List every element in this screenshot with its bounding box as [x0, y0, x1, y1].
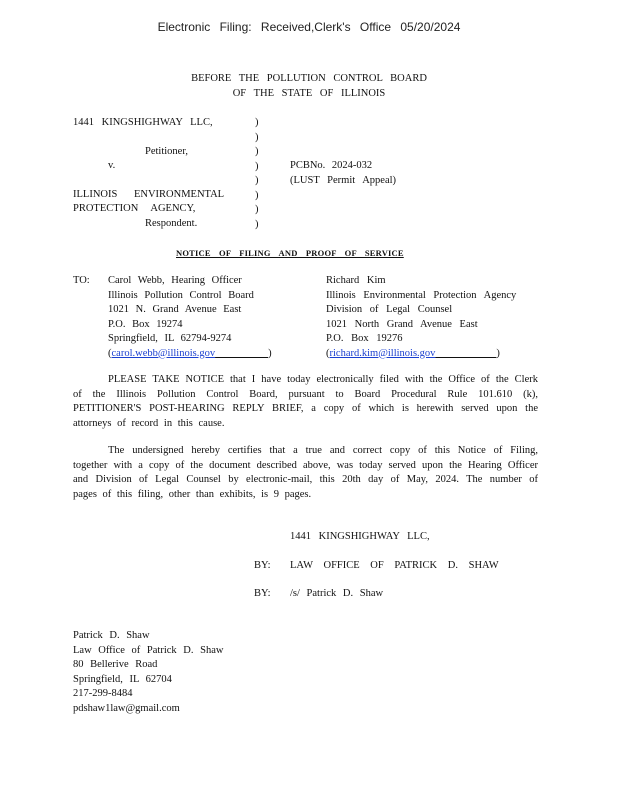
recipient-left-email-line: (carol.webb@illinois.gov )	[108, 347, 272, 359]
signature-signed: /s/ Patrick D. Shaw	[290, 588, 384, 599]
recipient-right-line-1: Illinois Environmental Protection Agency	[326, 289, 517, 301]
recipient-left-line-4: Springfield, IL 62794-9274	[108, 333, 232, 344]
versus-label: v.	[108, 160, 116, 171]
recipient-right-name: Richard Kim	[326, 275, 386, 286]
contact-street: 80 Bellerive Road	[73, 659, 158, 670]
heading-line-2: OF THE STATE OF ILLINOIS	[232, 87, 386, 99]
signature-party: 1441 KINGSHIGHWAY LLC,	[290, 531, 430, 542]
contact-firm: Law Office of Patrick D. Shaw	[73, 644, 224, 656]
case-number: PCBNo. 2024-032	[290, 160, 373, 171]
petitioner-name: 1441 KINGSHIGHWAY LLC,	[73, 117, 213, 128]
contact-email: pdshaw1law@gmail.com	[73, 702, 180, 714]
recipient-left-name: Carol Webb, Hearing Officer	[108, 275, 242, 286]
notice-title: NOTICE OF FILING AND PROOF OF SERVICE	[176, 248, 404, 258]
petitioner-label: Petitioner,	[145, 146, 189, 157]
contact-block	[73, 629, 223, 716]
by-label: BY:	[254, 560, 271, 571]
recipient-right-line-4: P.O. Box 19276	[326, 333, 403, 344]
paren: )	[255, 131, 259, 143]
contact-city: Springfield, IL 62704	[73, 673, 172, 685]
to-label: TO:	[73, 275, 90, 286]
recipient-left-line-2: 1021 N. Grand Avenue East	[108, 304, 242, 315]
respondent-line-1: ILLINOIS ENVIRONMENTAL	[73, 189, 225, 200]
respondent-line-2: PROTECTION AGENCY,	[73, 203, 196, 214]
contact-name: Patrick D. Shaw	[73, 630, 150, 641]
recipient-right-email-line: (richard.kim@illinois.gov )	[326, 347, 500, 359]
paren: )	[255, 218, 259, 230]
recipient-left-line-3: P.O. Box 19274	[108, 318, 183, 330]
paren: )	[255, 204, 259, 215]
recipient-right-line-3: 1021 North Grand Avenue East	[326, 318, 478, 330]
paren: )	[255, 117, 259, 128]
heading-line-1: BEFORE THE POLLUTION CONTROL BOARD	[191, 73, 427, 84]
signature-firm: LAW OFFICE OF PATRICK D. SHAW	[290, 560, 499, 571]
paren: )	[255, 160, 259, 172]
recipient-right	[326, 274, 516, 361]
recipient-right-email-link[interactable]: richard.kim@illinois.gov	[329, 347, 436, 359]
by-label: BY:	[254, 588, 271, 599]
recipient-right-line-2: Division of Legal Counsel	[326, 304, 453, 315]
recipient-left	[108, 274, 272, 361]
paren: )	[255, 175, 259, 186]
court-heading	[0, 72, 618, 101]
recipient-left-email-link[interactable]: carol.webb@illinois.gov	[111, 347, 216, 359]
case-type: (LUST Permit Appeal)	[290, 175, 397, 186]
paren: )	[255, 189, 259, 201]
certification-paragraph: The undersigned hereby certifies that a true and correct copy of this Notice of Filing, together with a copy of the document described above, was today served upon the Hearing Officer and Division of Legal Counsel by electronic-mail, this 20th day of May, 2024. The number of pages of this filing, other than exhibits, is 9 pages.	[73, 445, 538, 500]
paren: )	[255, 146, 259, 157]
caption-parentheses	[255, 116, 259, 232]
recipient-left-line-1: Illinois Pollution Control Board	[108, 289, 254, 301]
notice-paragraph: PLEASE TAKE NOTICE that I have today electronically filed with the Office of the Clerk of the Illinois Pollution Control Board, pursuant to Board Procedural Rule 101.610 (k), PETITIONER'S POST-HEARING REPLY BRIEF, a copy of which is herewith served upon the attorneys of record in this cause.	[73, 374, 538, 429]
filing-stamp: Electronic Filing: Received,Clerk's Office 05/20/2024	[157, 20, 461, 34]
respondent-label: Respondent.	[145, 218, 198, 229]
contact-phone: 217-299-8484	[73, 688, 133, 699]
